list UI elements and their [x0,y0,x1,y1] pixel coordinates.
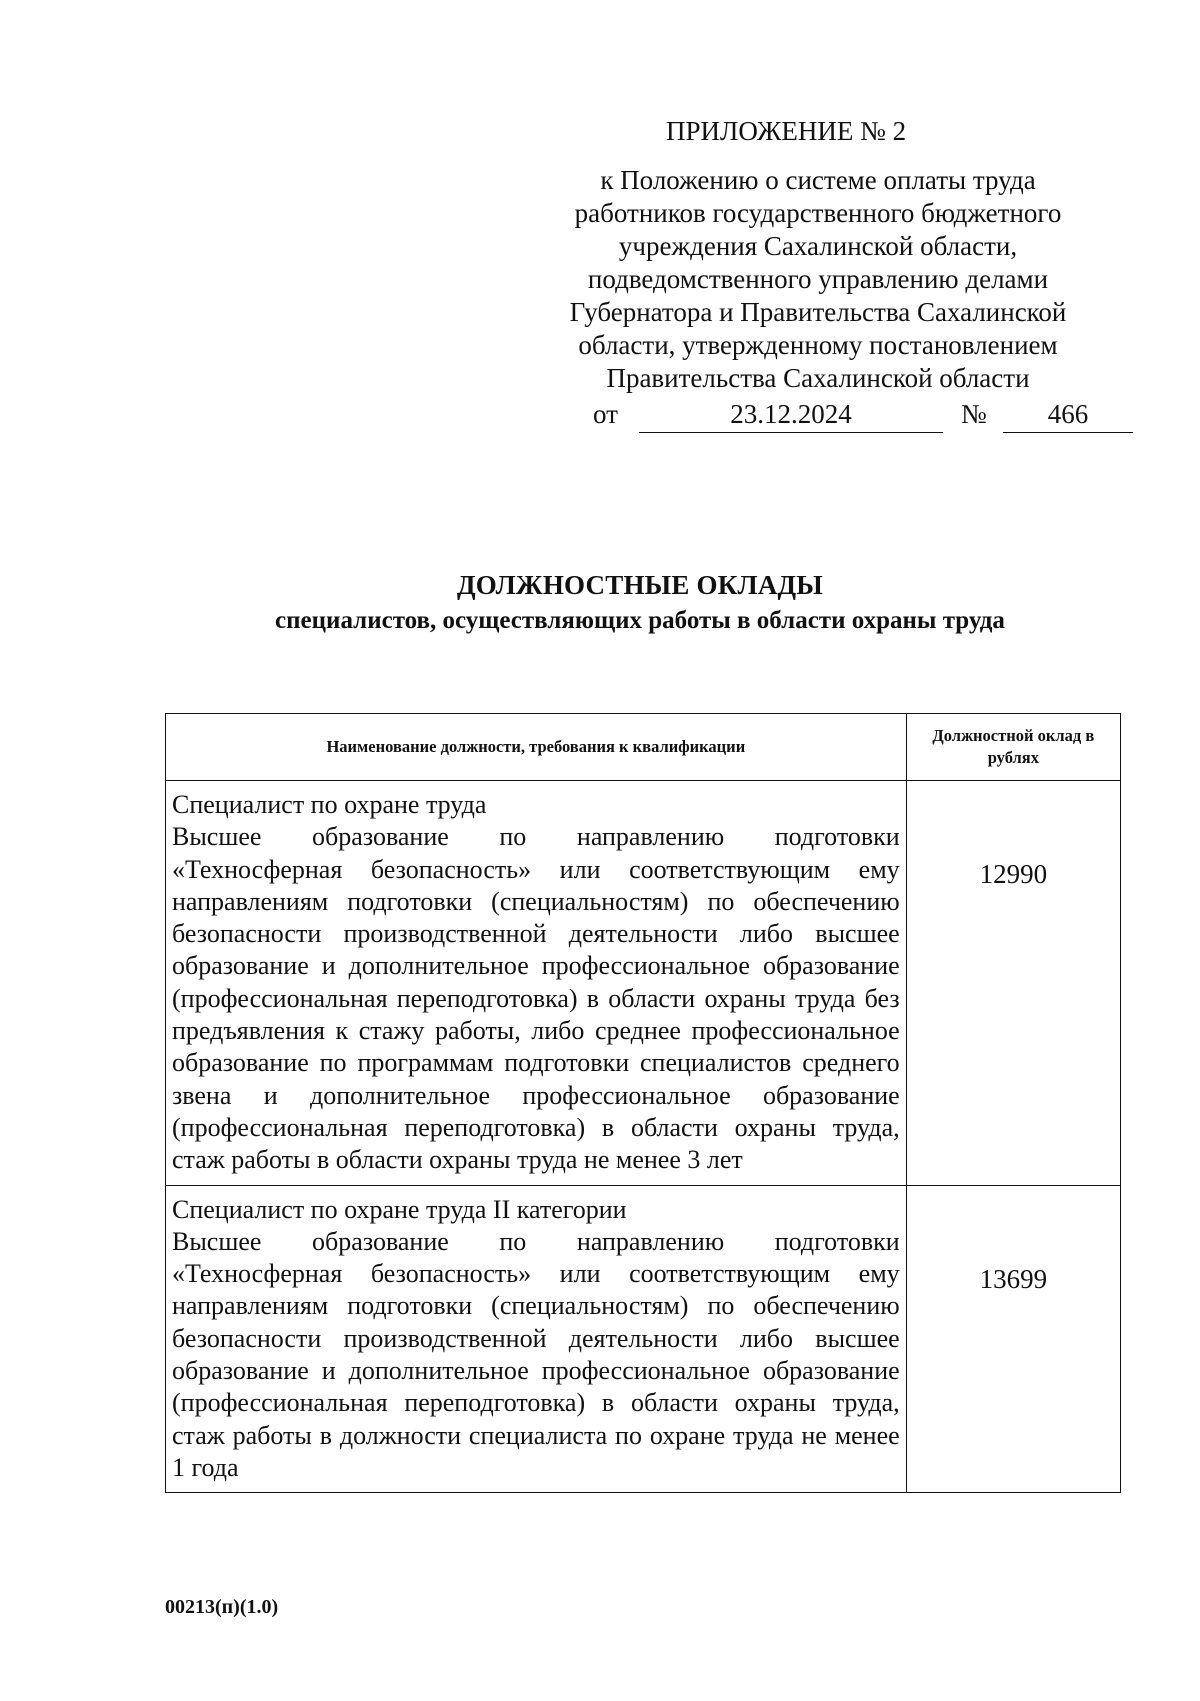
appendix-line: к Положению о системе оплаты труда [600,165,1036,195]
table-header-row [166,714,1121,781]
appendix-block [548,116,1088,395]
date-label: от [593,399,618,429]
document-title: ДОЛЖНОСТНЫЕ ОКЛАДЫ [456,570,824,600]
resolution-date-row [593,399,1133,435]
salary-value: 13699 [906,1185,1120,1493]
appendix-line: подведомственного управлению делами [587,264,1049,294]
appendix-title: ПРИЛОЖЕНИЕ № 2 [666,116,907,146]
resolution-date: 23.12.2024 [639,399,943,433]
position-requirements: Высшее образование по направлению подготовки «Техносферная безопасность» или соответствующим ему направлениям подготовки (специальностям) по обеспечению безопасности производственной деятельности либо высшее образование и дополнительное профессиональное образование (профессиональная переподготовка) в области охраны труда без предъявления к стажу работы, либо среднее профессиональное образование по программам подготовки специалистов среднего звена и дополнительное профессиональное образование (профессиональная переподготовка) в области охраны труда, стаж работы в области охраны труда не менее 3 лет [172,822,900,1175]
position-requirements: Высшее образование по направлению подготовки «Техносферная безопасность» или соответствующим ему направлениям подготовки (специальностям) по обеспечению безопасности производственной деятельности либо высшее образование и дополнительное профессиональное образование (профессиональная переподготовка) в области охраны труда, стаж работы в должности специалиста по охране труда не менее 1 года [172,1226,900,1482]
document-subtitle: специалистов, осуществляющих работы в области охраны труда [275,607,1005,634]
table-row [166,781,1121,1186]
appendix-line: Правительства Сахалинской области [606,363,1030,393]
document-heading [160,570,1120,635]
document-code: 00213(п)(1.0) [165,1596,279,1618]
position-cell [166,1185,907,1493]
table-row [166,1185,1121,1493]
appendix-line: области, утвержденному постановлением [578,330,1058,360]
number-label: № [961,399,987,429]
position-name: Специалист по охране труда [172,790,487,819]
appendix-line: учреждения Сахалинской области, [618,231,1018,261]
appendix-line: работников государственного бюджетного [574,198,1062,228]
position-cell [166,781,907,1186]
appendix-line: Губернатора и Правительства Сахалинской [569,297,1067,327]
position-name: Специалист по охране труда II категории [172,1194,627,1224]
salary-table [165,713,1121,1493]
resolution-number: 466 [1003,399,1133,433]
header-position: Наименование должности, требования к квалификации [166,714,907,781]
salary-value: 12990 [906,781,1120,1186]
header-salary: Должностной оклад в рублях [906,714,1120,781]
